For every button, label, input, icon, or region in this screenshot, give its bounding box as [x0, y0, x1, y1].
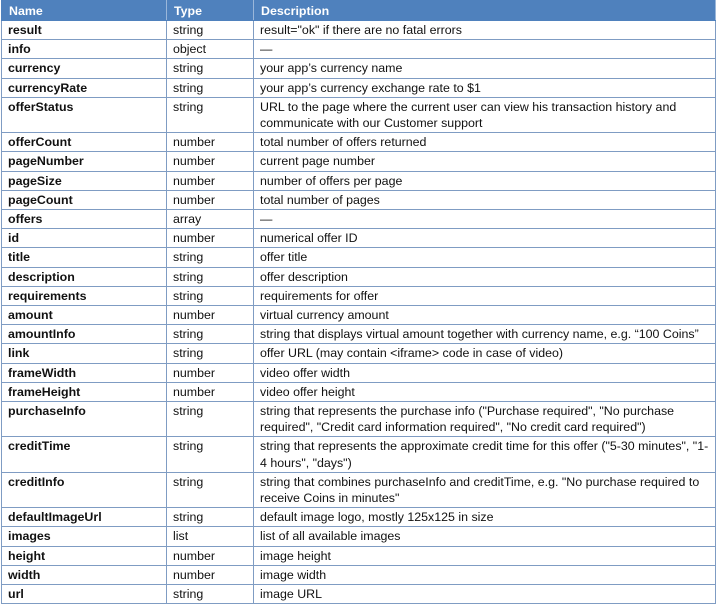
field-type-cell: number [167, 306, 254, 325]
field-type-cell: string [167, 472, 254, 507]
field-name-cell: description [2, 267, 167, 286]
field-name-cell: title [2, 248, 167, 267]
table-row [2, 565, 716, 584]
table-row [2, 152, 716, 171]
field-name-cell: currencyRate [2, 78, 167, 97]
field-name-cell: result [2, 21, 167, 40]
header-type: Type [167, 1, 254, 21]
field-type-cell: number [167, 565, 254, 584]
field-description-cell: offer URL (may contain <iframe> code in case of video) [254, 344, 716, 363]
table-row [2, 306, 716, 325]
table-row [2, 437, 716, 472]
field-name-cell: purchaseInfo [2, 402, 167, 437]
table-row [2, 59, 716, 78]
table-row [2, 325, 716, 344]
field-description-cell: image width [254, 565, 716, 584]
table-row [2, 286, 716, 305]
table-row [2, 402, 716, 437]
table-row [2, 171, 716, 190]
field-type-cell: object [167, 40, 254, 59]
field-description-cell: total number of pages [254, 190, 716, 209]
field-type-cell: number [167, 152, 254, 171]
field-type-cell: number [167, 229, 254, 248]
field-type-cell: string [167, 78, 254, 97]
field-type-cell: string [167, 248, 254, 267]
table-row [2, 21, 716, 40]
field-description-cell: video offer width [254, 363, 716, 382]
field-type-cell: string [167, 21, 254, 40]
field-name-cell: offerCount [2, 133, 167, 152]
field-name-cell: requirements [2, 286, 167, 305]
header-name: Name [2, 1, 167, 21]
table-row [2, 133, 716, 152]
field-name-cell: creditInfo [2, 472, 167, 507]
field-type-cell: string [167, 59, 254, 78]
field-type-cell: string [167, 325, 254, 344]
field-name-cell: creditTime [2, 437, 167, 472]
field-description-cell: — [254, 40, 716, 59]
field-type-cell: string [167, 402, 254, 437]
field-name-cell: offerStatus [2, 97, 167, 132]
field-name-cell: id [2, 229, 167, 248]
table-row [2, 363, 716, 382]
table-row [2, 472, 716, 507]
field-description-cell: list of all available images [254, 527, 716, 546]
field-description-cell: string that represents the approximate credit time for this offer ("5-30 minutes", "1-4 hours", "days") [254, 437, 716, 472]
field-type-cell: string [167, 437, 254, 472]
table-row [2, 508, 716, 527]
table-row [2, 248, 716, 267]
table-row [2, 78, 716, 97]
field-type-cell: string [167, 508, 254, 527]
field-name-cell: pageCount [2, 190, 167, 209]
field-description-cell: image height [254, 546, 716, 565]
table-row [2, 40, 716, 59]
field-type-cell: number [167, 546, 254, 565]
field-description-cell: default image logo, mostly 125x125 in size [254, 508, 716, 527]
field-description-cell: current page number [254, 152, 716, 171]
table-row [2, 210, 716, 229]
table-row [2, 527, 716, 546]
field-name-cell: frameHeight [2, 382, 167, 401]
field-type-cell: string [167, 267, 254, 286]
field-name-cell: images [2, 527, 167, 546]
field-description-cell: string that combines purchaseInfo and creditTime, e.g. "No purchase required to receive Coins in minutes" [254, 472, 716, 507]
field-type-cell: number [167, 363, 254, 382]
field-name-cell: amountInfo [2, 325, 167, 344]
field-name-cell: pageNumber [2, 152, 167, 171]
field-type-cell: array [167, 210, 254, 229]
table-row [2, 344, 716, 363]
field-description-cell: your app’s currency name [254, 59, 716, 78]
field-name-cell: defaultImageUrl [2, 508, 167, 527]
table-body [2, 21, 716, 604]
field-description-cell: virtual currency amount [254, 306, 716, 325]
field-description-cell: total number of offers returned [254, 133, 716, 152]
field-type-cell: string [167, 585, 254, 604]
field-name-cell: offers [2, 210, 167, 229]
field-type-cell: number [167, 190, 254, 209]
table-row [2, 97, 716, 132]
table-row [2, 190, 716, 209]
field-name-cell: height [2, 546, 167, 565]
field-description-cell: image URL [254, 585, 716, 604]
field-type-cell: number [167, 133, 254, 152]
api-fields-table [1, 0, 716, 604]
table-row [2, 585, 716, 604]
field-description-cell: number of offers per page [254, 171, 716, 190]
field-type-cell: number [167, 171, 254, 190]
field-description-cell: offer title [254, 248, 716, 267]
table-row [2, 267, 716, 286]
field-name-cell: width [2, 565, 167, 584]
field-type-cell: number [167, 382, 254, 401]
table-row [2, 229, 716, 248]
field-type-cell: list [167, 527, 254, 546]
field-description-cell: — [254, 210, 716, 229]
field-description-cell: requirements for offer [254, 286, 716, 305]
field-description-cell: string that displays virtual amount together with currency name, e.g. “100 Coins” [254, 325, 716, 344]
field-name-cell: link [2, 344, 167, 363]
field-name-cell: url [2, 585, 167, 604]
field-name-cell: amount [2, 306, 167, 325]
field-description-cell: URL to the page where the current user can view his transaction history and communicate with our Customer support [254, 97, 716, 132]
field-description-cell: video offer height [254, 382, 716, 401]
field-description-cell: result="ok" if there are no fatal errors [254, 21, 716, 40]
field-description-cell: string that represents the purchase info ("Purchase required", "No purchase required", "Credit card information required", "No credit card required") [254, 402, 716, 437]
field-name-cell: currency [2, 59, 167, 78]
table-row [2, 546, 716, 565]
field-name-cell: info [2, 40, 167, 59]
field-description-cell: your app’s currency exchange rate to $1 [254, 78, 716, 97]
field-type-cell: string [167, 97, 254, 132]
table-row [2, 382, 716, 401]
field-type-cell: string [167, 344, 254, 363]
field-description-cell: numerical offer ID [254, 229, 716, 248]
field-type-cell: string [167, 286, 254, 305]
table-header-row [2, 1, 716, 21]
field-description-cell: offer description [254, 267, 716, 286]
header-description: Description [254, 1, 716, 21]
field-name-cell: frameWidth [2, 363, 167, 382]
field-name-cell: pageSize [2, 171, 167, 190]
